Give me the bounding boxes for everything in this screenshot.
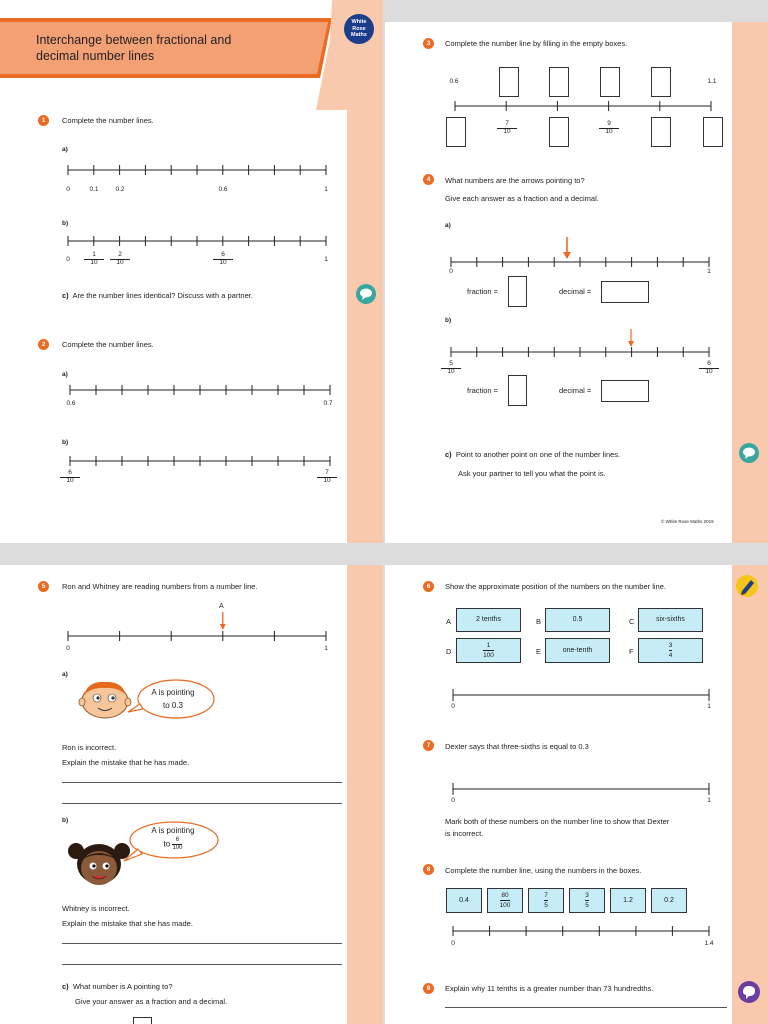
q3-empty-box-bottom-3[interactable] <box>651 117 671 147</box>
q4-a-decimal-answer-box[interactable] <box>601 281 649 303</box>
question-number-1: 1 <box>38 115 49 126</box>
q2-a-number-line[interactable] <box>66 380 336 400</box>
q6-item-box-d: $\frac{1}{100}$ <box>456 638 521 663</box>
answer-line[interactable] <box>445 1007 727 1008</box>
q5-c-text-1: c) What number is A pointing to? <box>62 982 173 991</box>
q7-end: 1 <box>707 797 711 804</box>
q3-empty-box-top-3[interactable] <box>600 67 620 97</box>
q4-a-end: 1 <box>707 268 711 275</box>
q1-c-text: c) Are the number lines identical? Discuss with a partner. <box>62 291 253 300</box>
q4-prompt-1: What numbers are the arrows pointing to? <box>445 176 585 185</box>
q7-text-2: is incorrect. <box>445 829 484 838</box>
q5-c-text-2: Give your answer as a fraction and a decimal. <box>75 997 228 1006</box>
q4-a-number-line[interactable] <box>447 234 717 274</box>
q4-b-number-line[interactable] <box>447 328 717 364</box>
q4-b-label: b) <box>445 317 452 324</box>
q3-empty-box-top-4[interactable] <box>651 67 671 97</box>
q8-number-box-5[interactable]: 1.2 <box>610 888 646 913</box>
q8-number-line[interactable] <box>449 923 713 939</box>
q3-empty-box-top-1[interactable] <box>499 67 519 97</box>
q5-b-label: b) <box>62 817 69 824</box>
q1-prompt: Complete the number lines. <box>62 116 154 125</box>
pencil-icon <box>736 575 758 597</box>
q4-c-text-2: Ask your partner to tell you what the point is. <box>458 469 606 478</box>
q7-start: 0 <box>451 797 455 804</box>
ron-explain-text: Explain the mistake that he has made. <box>62 758 190 767</box>
q2-prompt: Complete the number lines. <box>62 340 154 349</box>
side-strip <box>732 565 768 1024</box>
q4-a-start: 0 <box>449 268 453 275</box>
q7-text-1: Mark both of these numbers on the number line to show that Dexter <box>445 817 670 826</box>
q6-item-letter-f: F <box>629 647 634 656</box>
q6-item-box-c: six-sixths <box>638 608 703 632</box>
q6-item-letter-d: D <box>446 647 452 656</box>
answer-line[interactable] <box>62 803 342 804</box>
q6-end: 1 <box>707 703 711 710</box>
q8-number-box-1[interactable]: 0.4 <box>446 888 482 913</box>
q5-start: 0 <box>66 645 70 652</box>
q5-a-label: a) <box>62 671 68 678</box>
copyright: © White Rose Maths 2019 <box>661 519 714 524</box>
side-strip <box>732 22 768 543</box>
q4-b-start-fraction: $\frac{5}{10}$ <box>441 361 461 376</box>
q1-b-number-line[interactable] <box>64 231 332 251</box>
q6-item-box-f: $\frac{3}{4}$ <box>638 638 703 663</box>
q6-item-letter-a: A <box>446 617 452 626</box>
q3-fraction-7-10: $\frac{7}{10}$ <box>497 121 517 136</box>
q5-arrow-label: A <box>219 603 224 610</box>
q6-item-letter-e: E <box>536 647 542 656</box>
q1-a-tick-1: 0.1 <box>89 186 99 193</box>
q5-number-line[interactable] <box>64 611 332 645</box>
worksheet-page-4 <box>385 565 768 1024</box>
question-number-6: 6 <box>423 581 434 592</box>
q8-prompt: Complete the number line, using the numbers in the boxes. <box>445 866 642 875</box>
q2-a-start: 0.6 <box>66 400 76 407</box>
q1-b-label: b) <box>62 220 69 227</box>
q6-number-line[interactable] <box>449 687 713 703</box>
q6-item-box-a: 2 tenths <box>456 608 521 632</box>
worksheet-page-2 <box>385 22 768 543</box>
whitney-speech-text: A is pointing to $\frac{6}{100}$ <box>151 826 195 851</box>
q3-start: 0.6 <box>449 78 459 85</box>
q4-prompt-2: Give each answer as a fraction and a decimal. <box>445 194 599 203</box>
whitney-explain-text: Explain the mistake that she has made. <box>62 919 193 928</box>
white-rose-maths-logo: White Rose Maths <box>344 14 374 44</box>
q1-a-number-line[interactable] <box>64 160 332 180</box>
question-number-9: 9 <box>423 983 434 994</box>
q7-number-line[interactable] <box>449 781 713 797</box>
q1-a-tick-6: 0.6 <box>218 186 228 193</box>
q2-b-label: b) <box>62 439 69 446</box>
q1-a-label: a) <box>62 146 68 153</box>
q1-a-tick-0: 0 <box>66 186 70 193</box>
q6-item-box-b: 0.5 <box>545 608 610 632</box>
q6-prompt: Show the approximate position of the numbers on the number line. <box>445 582 666 591</box>
side-strip <box>347 565 383 1024</box>
worksheet-page-3 <box>0 565 383 1024</box>
q3-number-line[interactable] <box>451 98 715 114</box>
ron-speech-text: A is pointing to 0.3 <box>151 688 195 710</box>
q1-a-tick-10: 1 <box>324 186 328 193</box>
q6-item-letter-c: C <box>629 617 635 626</box>
q7-prompt: Dexter says that three-sixths is equal to 0.3 <box>445 742 589 751</box>
q3-empty-box-bottom-2[interactable] <box>549 117 569 147</box>
q4-a-fraction-answer-box[interactable] <box>508 276 527 307</box>
q4-b-fraction-label: fraction = <box>467 386 499 395</box>
page-title-line1: Interchange between fractional and <box>36 33 232 47</box>
q4-c-text-1: c) Point to another point on one of the number lines. <box>445 450 621 459</box>
q9-prompt: Explain why 11 tenths is a greater number than 73 hundredths. <box>445 984 654 993</box>
worksheet-page-1 <box>0 0 383 543</box>
q8-number-box-6[interactable]: 0.2 <box>651 888 687 913</box>
q6-item-letter-b: B <box>536 617 542 626</box>
page-title-line2: decimal number lines <box>36 49 155 63</box>
q3-empty-box-top-2[interactable] <box>549 67 569 97</box>
q2-a-end: 0.7 <box>323 400 333 407</box>
ron-incorrect-text: Ron is incorrect. <box>62 743 117 752</box>
answer-line[interactable] <box>62 964 342 965</box>
question-number-2: 2 <box>38 339 49 350</box>
q1-b-fraction-1: $\frac{1}{10}$ <box>84 252 104 267</box>
q2-a-label: a) <box>62 371 68 378</box>
q1-a-tick-2: 0.2 <box>115 186 125 193</box>
q1-b-tick-start: 0 <box>66 256 70 263</box>
q5-c-answer-box[interactable] <box>133 1017 152 1024</box>
q3-empty-box-bottom-4[interactable] <box>703 117 723 147</box>
q8-start: 0 <box>451 940 455 947</box>
q4-b-decimal-answer-box[interactable] <box>601 380 649 402</box>
q4-b-end-fraction: $\frac{6}{10}$ <box>699 361 719 376</box>
q3-end: 1.1 <box>707 78 717 85</box>
q1-b-fraction-2: $\frac{2}{10}$ <box>110 252 130 267</box>
whitney-incorrect-text: Whitney is incorrect. <box>62 904 130 913</box>
q8-number-box-3[interactable]: $\frac{7}{5}$ <box>528 888 564 913</box>
q3-empty-box-bottom-1[interactable] <box>446 117 466 147</box>
q5-prompt: Ron and Whitney are reading numbers from a number line. <box>62 582 258 591</box>
question-number-5: 5 <box>38 581 49 592</box>
reason-icon <box>738 981 760 1003</box>
q5-end: 1 <box>324 645 328 652</box>
q8-number-box-2[interactable]: $\frac{80}{100}$ <box>487 888 523 913</box>
discuss-icon <box>356 284 376 304</box>
answer-line[interactable] <box>62 943 342 944</box>
q2-b-start-fraction: $\frac{6}{10}$ <box>60 470 80 485</box>
q8-end: 1.4 <box>704 940 714 947</box>
q6-start: 0 <box>451 703 455 710</box>
question-number-8: 8 <box>423 864 434 875</box>
q1-b-fraction-6: $\frac{6}{10}$ <box>213 252 233 267</box>
q4-b-fraction-answer-box[interactable] <box>508 375 527 406</box>
q6-item-box-e: one-tenth <box>545 638 610 663</box>
q2-b-number-line[interactable] <box>66 451 336 471</box>
q2-b-end-fraction: $\frac{7}{10}$ <box>317 470 337 485</box>
question-number-3: 3 <box>423 38 434 49</box>
q4-a-decimal-label: decimal = <box>559 287 592 296</box>
answer-line[interactable] <box>62 782 342 783</box>
q4-b-decimal-label: decimal = <box>559 386 592 395</box>
q8-number-box-4[interactable]: $\frac{3}{5}$ <box>569 888 605 913</box>
q3-prompt: Complete the number line by filling in the empty boxes. <box>445 39 628 48</box>
question-number-4: 4 <box>423 174 434 185</box>
q1-b-tick-end: 1 <box>324 256 328 263</box>
q4-a-label: a) <box>445 222 451 229</box>
whitney-fraction: $\frac{6}{100}$ <box>172 837 183 851</box>
q3-fraction-9-10: $\frac{9}{10}$ <box>599 121 619 136</box>
question-number-7: 7 <box>423 740 434 751</box>
discuss-icon <box>739 443 759 463</box>
q4-a-fraction-label: fraction = <box>467 287 499 296</box>
